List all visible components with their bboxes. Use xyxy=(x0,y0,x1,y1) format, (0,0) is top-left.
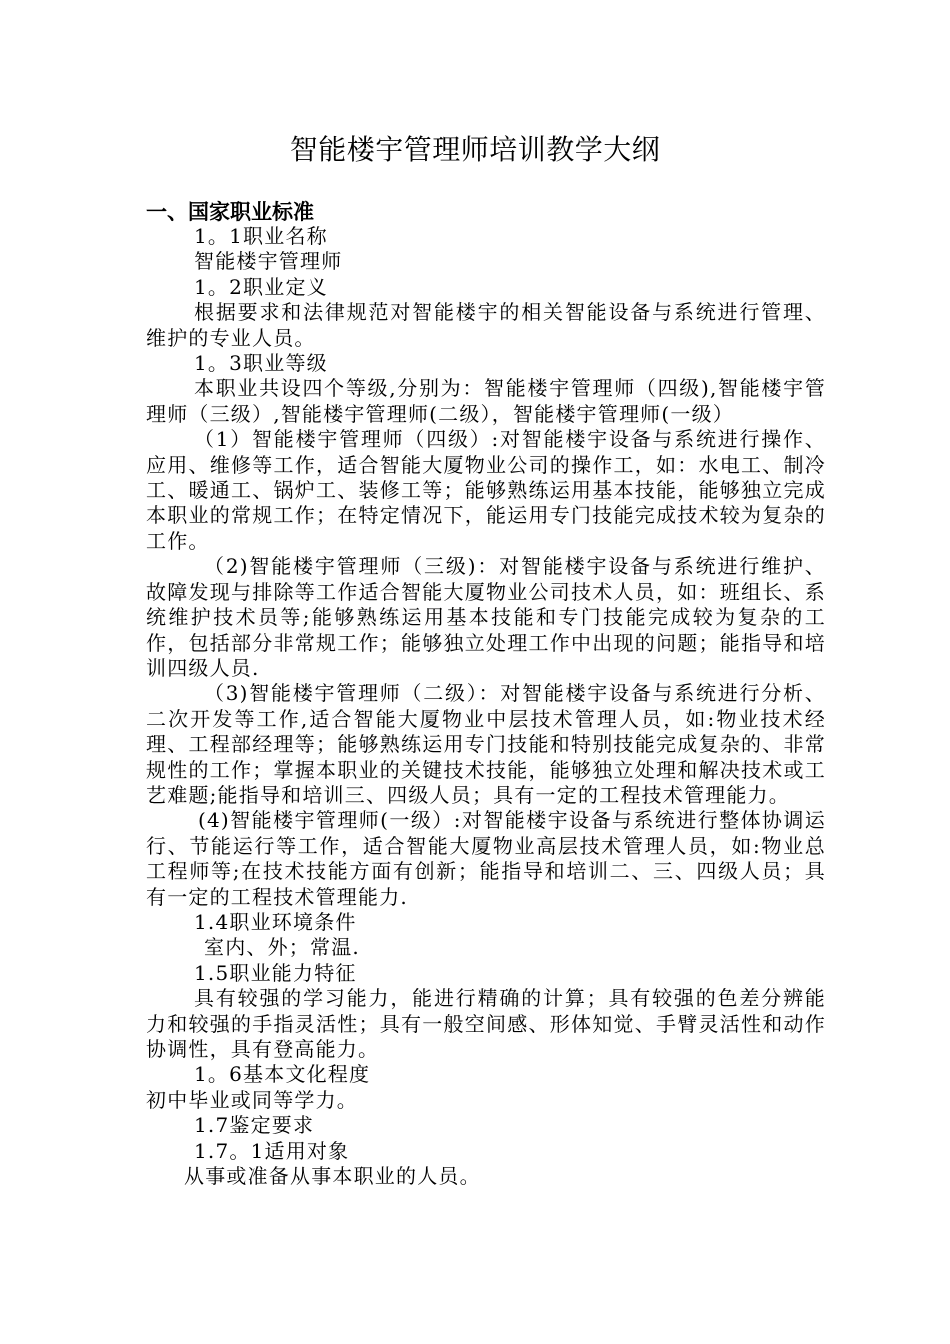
paragraph-occupation-definition: 根据要求和法律规范对智能楼宇的相关智能设备与系统进行管理、维护的专业人员。 xyxy=(146,300,826,350)
paragraph-level-one: (4)智能楼宇管理师(一级）:对智能楼宇设备与系统进行整体协调运行、节能运行等工作，适合智能大厦物业高层技术管理人员，如:物业总工程师等;在技术技能方面有创新；能指导和培训二、三、四级人员；具有一定的工程技术管理能力. xyxy=(146,808,826,909)
subsection-heading-occupation-name: 1。1职业名称 xyxy=(194,224,328,248)
subsection-heading-occupation-levels: 1。3职业等级 xyxy=(194,351,328,376)
paragraph-ability-characteristics: 具有较强的学习能力，能进行精确的计算；具有较强的色差分辨能力和较强的手指灵活性；具有一般空间感、形体知觉、手臂灵活性和动作协调性，具有登高能力。 xyxy=(146,986,826,1061)
paragraph-work-environment: 室内、外；常温. xyxy=(204,935,360,960)
paragraph-applicable-persons: 从事或准备从事本职业的人员。 xyxy=(184,1164,481,1189)
paragraph-level-two: （3)智能楼宇管理师（二级）：对智能楼宇设备与系统进行分析、二次开发等工作,适合智能大厦物业中层技术管理人员，如:物业技术经理、工程部经理等；能够熟练运用专门技能和特别技能完成复杂的、非常规性的工作；掌握本职业的关键技术技能，能够独立处理和解决技术或工艺难题;能指导和培训三、四级人员；具有一定的工程技术管理能力。 xyxy=(146,681,826,807)
paragraph-level-three: （2)智能楼宇管理师（三级)：对智能楼宇设备与系统进行维护、故障发现与排除等工作适合智能大厦物业公司技术人员，如：班组长、系统维护技术员等;能够熟练运用基本技能和专门技能完成较为复杂的工作，包括部分非常规工作；能够独立处理工作中出现的问题；能指导和培训四级人员. xyxy=(146,554,826,680)
document-title: 智能楼宇管理师培训教学大纲 xyxy=(289,133,661,166)
subsection-heading-appraisal-requirements: 1.7鉴定要求 xyxy=(194,1113,315,1138)
document-body xyxy=(146,224,826,1189)
paragraph-occupation-levels: 本职业共设四个等级,分别为：智能楼宇管理师（四级),智能楼宇管理师（三级）,智能楼宇管理师(二级），智能楼宇管理师(一级） xyxy=(146,376,826,426)
subsection-heading-occupation-definition: 1。2职业定义 xyxy=(194,274,328,299)
subsection-heading-work-environment: 1.4职业环境条件 xyxy=(194,909,357,934)
subsection-heading-applicable-persons: 1.7。1适用对象 xyxy=(194,1138,350,1163)
subsection-heading-education-level: 1。6基本文化程度 xyxy=(194,1062,371,1087)
section-heading: 一、国家职业标准 xyxy=(146,200,314,224)
paragraph-education-level: 初中毕业或同等学力。 xyxy=(146,1087,358,1112)
paragraph-occupation-name: 智能楼宇管理师 xyxy=(194,249,343,274)
paragraph-level-four: （1）智能楼宇管理师（四级）:对智能楼宇设备与系统进行操作、应用、维修等工作，适合智能大厦物业公司的操作工，如：水电工、制冷工、暖通工、锅炉工、装修工等；能够熟练运用基本技能，能够独立完成本职业的常规工作；在特定情况下，能运用专门技能完成技术较为复杂的工作。 xyxy=(146,427,826,553)
subsection-heading-ability-characteristics: 1.5职业能力特征 xyxy=(194,960,357,985)
